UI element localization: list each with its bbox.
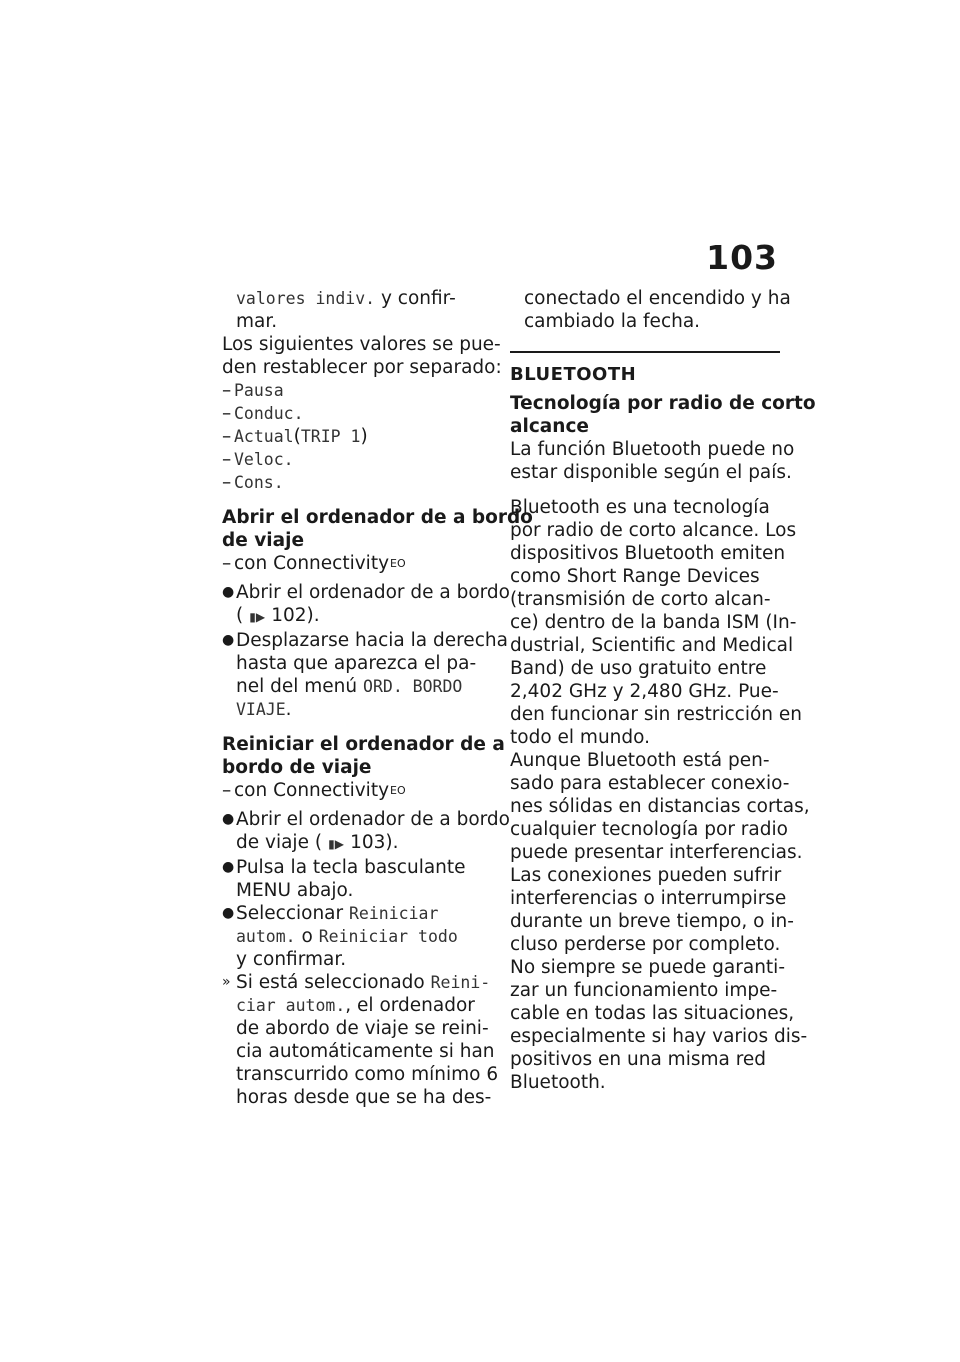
section-divider [510, 351, 780, 386]
intro-text: y confir- [375, 288, 456, 309]
page-reference-arrow-icon: ▮▶ [328, 837, 344, 851]
description-line: dustrial, Scientific and Medical [510, 635, 794, 656]
heading-open-line-2: de viaje [222, 530, 305, 551]
description-line: sado para establecer conexio- [510, 773, 790, 794]
dash-item-cons: – Cons. [222, 472, 284, 493]
subheading-line-2: alcance [510, 416, 589, 437]
description-line: puede presentar interferencias. [510, 842, 803, 863]
description-line: por radio de corto alcance. Los [510, 520, 797, 541]
description-line: Bluetooth. [510, 1072, 606, 1093]
page-number: 103 [706, 238, 778, 277]
bullet-press-menu: ● Pulsa la tecla basculante MENU abajo. [222, 857, 466, 901]
bullet-open-computer: ● Abrir el ordenador de a bordo ( ▮▶ 102). [222, 581, 490, 629]
description-line: cualquier tecnología por radio [510, 819, 788, 840]
page-reference-arrow-icon: ▮▶ [249, 610, 266, 624]
description-line: den funcionar sin restricción en [510, 704, 802, 725]
result-auto-reset: » Si está seleccionado Reini- ciar autom., el ordenador de abordo de viaje se reini- cia automáticamente si han transcurrido como mínimo 6 horas desde que se ha des- [222, 972, 499, 1108]
dash-item-actual: – Actual ( TRIP 1 ) [222, 426, 368, 447]
description-line: especialmente si hay varios dis- [510, 1026, 808, 1047]
para1-line-2: den restablecer por separado: [222, 357, 502, 378]
heading-open-line-1: Abrir el ordenador de a bordo [222, 507, 533, 528]
left-column [222, 287, 533, 1109]
dash-item-veloc: – Veloc. [222, 449, 294, 470]
bullet-open-trip-computer: ● Abrir el ordenador de a bordo de viaje ( ▮▶ 103). [222, 808, 490, 856]
description-line: positivos en una misma red [510, 1049, 767, 1070]
heading-reset-line-2: bordo de viaje [222, 757, 372, 778]
description-line: cable en todas las situaciones, [510, 1003, 795, 1024]
intro-mono: valores indiv. [236, 289, 376, 308]
intro-line-2: mar. [236, 311, 278, 332]
continuation-line-1: conectado el encendido y ha [524, 288, 791, 309]
para1-line-1: La función Bluetooth puede no [510, 439, 795, 460]
description-line: durante un breve tiempo, o in- [510, 911, 794, 932]
description-line: ce) dentro de la banda ISM (In- [510, 612, 797, 633]
bullet-select-reset: ● Seleccionar Reiniciar autom. o Reiniciar todo y confirmar. [222, 903, 458, 970]
right-column [510, 287, 816, 1094]
description-line: 2,402 GHz y 2,480 GHz. Pue- [510, 681, 779, 702]
description-line: zar un funcionamiento impe- [510, 980, 778, 1001]
description-line: dispositivos Bluetooth emiten [510, 543, 786, 564]
description-line: (transmisión de corto alcan- [510, 589, 771, 610]
subheading-line-1: Tecnología por radio de corto [510, 393, 816, 414]
description-line: Band) de uso gratuito entre [510, 658, 767, 679]
para1-line-2: estar disponible según el país. [510, 462, 792, 483]
description-line: Las conexiones pueden sufrir [510, 865, 782, 886]
condition-connectivity-1: – con Connectivity EO [222, 553, 406, 574]
dash-item-pausa: – Pausa [222, 380, 284, 401]
description-line: cluso perderse por completo. [510, 934, 781, 955]
heading-reset-line-1: Reiniciar el ordenador de a [222, 734, 505, 755]
description-line: interferencias o interrumpirse [510, 888, 787, 909]
bullet-scroll-right: ● Desplazarse hacia la derecha hasta que aparezca el pa- nel del menú ORD. BORDO VIAJE. [222, 630, 508, 720]
dash-item-conduc: – Conduc. [222, 403, 304, 424]
description-line: Aunque Bluetooth está pen- [510, 750, 770, 771]
description-line: Bluetooth es una tecnología [510, 497, 770, 518]
continuation-line-2: cambiado la fecha. [524, 311, 701, 332]
intro-line [222, 287, 490, 310]
description-line: nes sólidas en distancias cortas, [510, 796, 810, 817]
bluetooth-description [510, 496, 810, 1094]
description-line: todo el mundo. [510, 727, 651, 748]
description-line: como Short Range Devices [510, 566, 760, 587]
condition-connectivity-2: – con Connectivity EO [222, 780, 406, 801]
description-line: No siempre se puede garanti- [510, 957, 785, 978]
para1-line-1: Los siguientes valores se pue- [222, 334, 501, 355]
section-title-bluetooth: BLUETOOTH [510, 364, 637, 385]
